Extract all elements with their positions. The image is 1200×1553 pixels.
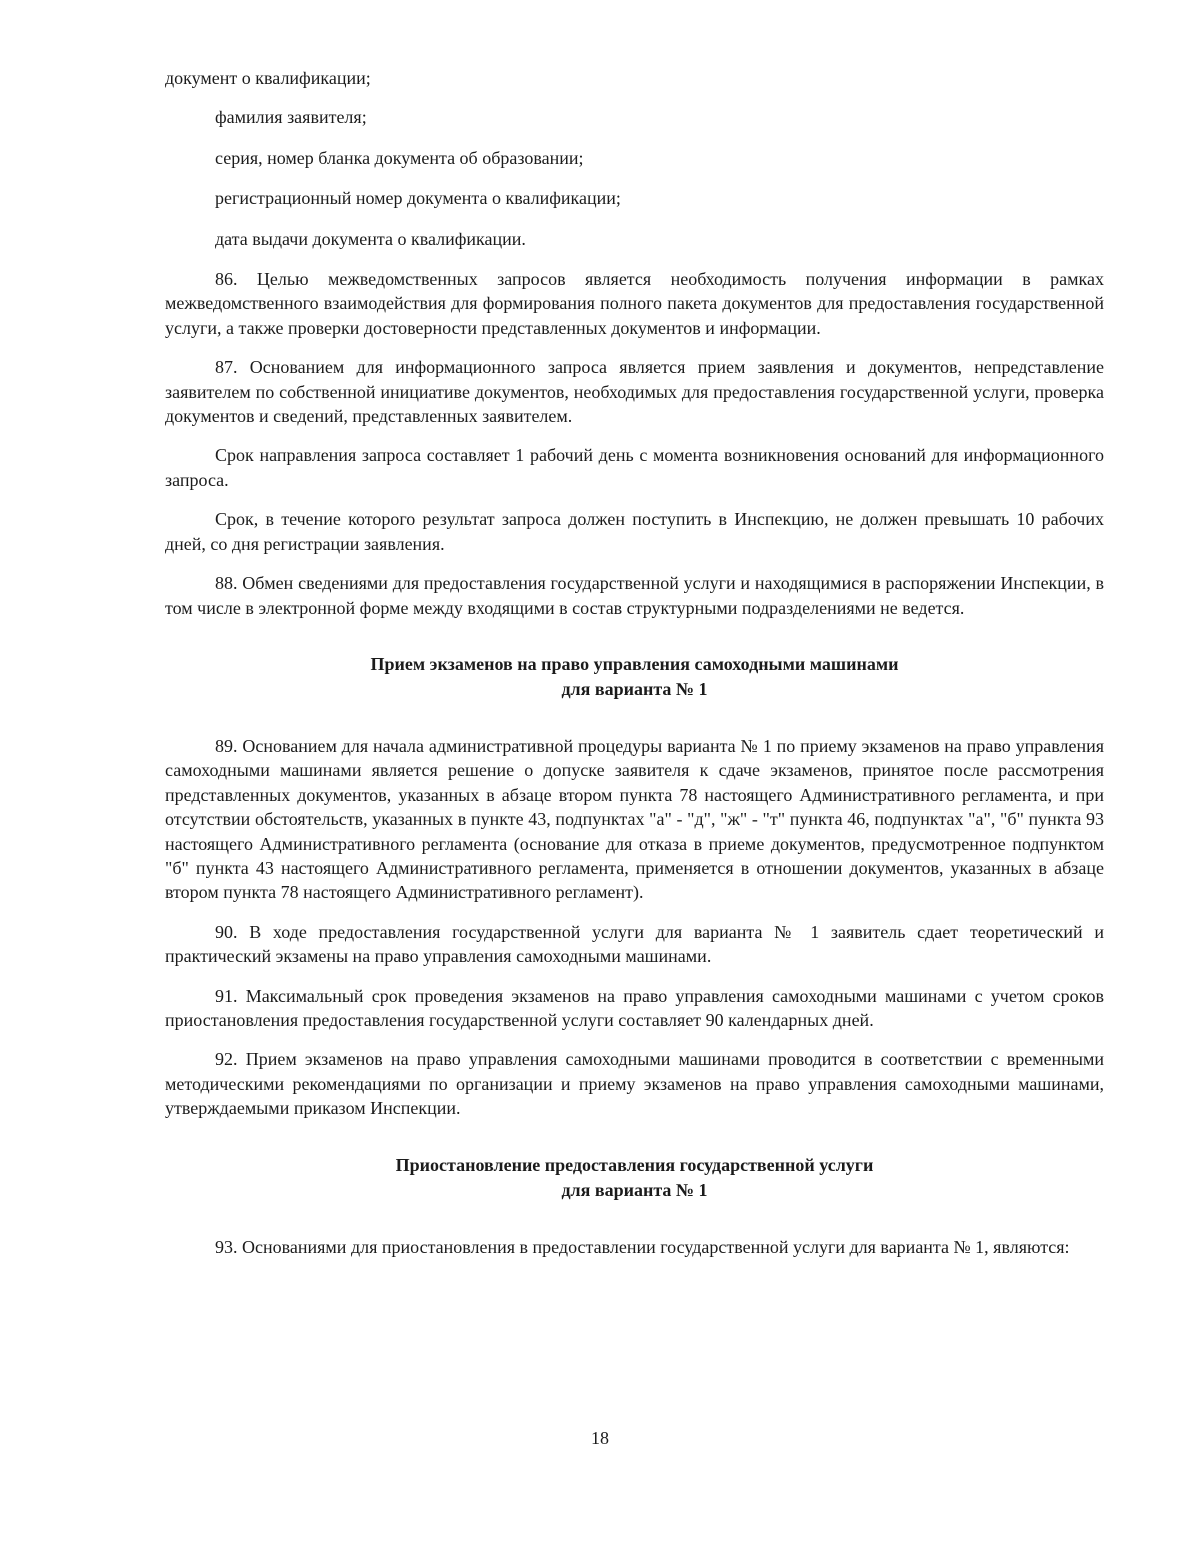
section-heading-line: для варианта № 1 <box>561 678 708 699</box>
paragraph-88: 88. Обмен сведениями для предоставления государственной услуги и находящимися в распоряжении Инспекции, в том числе в электронной форме между входящими в состав структурными подразделениями не ведется. <box>165 573 1104 618</box>
paragraph-92: 92. Прием экзаменов на право управления самоходными машинами проводится в соответствии с временными методическими рекомендациями по организации и приему экзаменов на право управления самоходными машинами, утверждаемыми приказом Инспекции. <box>165 1049 1104 1119</box>
list-item: дата выдачи документа о квалификации. <box>215 228 526 249</box>
paragraph-request-term: Срок направления запроса составляет 1 рабочий день с момента возникновения оснований для информационного запроса. <box>165 445 1104 490</box>
paragraph-91: 91. Максимальный срок проведения экзаменов на право управления самоходными машинами с учетом сроков приостановления предоставления государственной услуги составляет 90 календарных дней. <box>165 985 1104 1030</box>
section-heading-line: Приостановление предоставления государственной услуги <box>395 1154 874 1175</box>
list-item: фамилия заявителя; <box>215 107 367 128</box>
paragraph-93: 93. Основаниями для приостановления в предоставлении государственной услуги для варианта № 1, являются: <box>215 1236 1070 1257</box>
paragraph-89: 89. Основанием для начала административной процедуры варианта № 1 по приему экзаменов на право управления самоходными машинами является решение о допуске заявителя к сдаче экзаменов, принятое после рассмотрения представленных документов, указанных в абзаце втором пункта 78 настоящего Административного регламента, и при отсутствии обстоятельств, указанных в пункте 43, подпунктах "а" - "д", "ж" - "т" пункта 46, подпунктах "а", "б" пункта 93 настоящего Административного регламента (основание для отказа в приеме документов, предусмотренное подпунктом "б" пункта 43 настоящего Административного регламента, применяется в отношении документов, указанных в абзаце втором пункта 78 настоящего Административного регламент). <box>165 735 1104 903</box>
paragraph-87: 87. Основанием для информационного запроса является прием заявления и документов, непредставление заявителем по собственной инициативе документов, необходимых для предоставления государственной услуги, проверка документов и сведений, представленных заявителем. <box>165 357 1104 427</box>
intro-line: документ о квалификации; <box>165 68 371 88</box>
list-item: регистрационный номер документа о квалификации; <box>215 188 621 209</box>
section-heading-line: для варианта № 1 <box>561 1179 708 1200</box>
paragraph-result-term: Срок, в течение которого результат запроса должен поступить в Инспекцию, не должен превышать 10 рабочих дней, со дня регистрации заявления. <box>165 509 1104 554</box>
page-number: 18 <box>591 1428 609 1448</box>
section-heading-suspension <box>165 1153 1104 1203</box>
list-item: серия, номер бланка документа об образовании; <box>215 147 584 168</box>
paragraph-86: 86. Целью межведомственных запросов является необходимость получения информации в рамках межведомственного взаимодействия для формирования полного пакета документов для предоставления государственной услуги, а также проверки достоверности представленных документов и информации. <box>165 269 1104 338</box>
section-heading-line: Прием экзаменов на право управления самоходными машинами <box>370 653 899 674</box>
paragraph-90: 90. В ходе предоставления государственной услуги для варианта № 1 заявитель сдает теоретический и практический экзамены на право управления самоходными машинами. <box>165 921 1104 967</box>
section-heading-exams <box>165 652 1104 702</box>
